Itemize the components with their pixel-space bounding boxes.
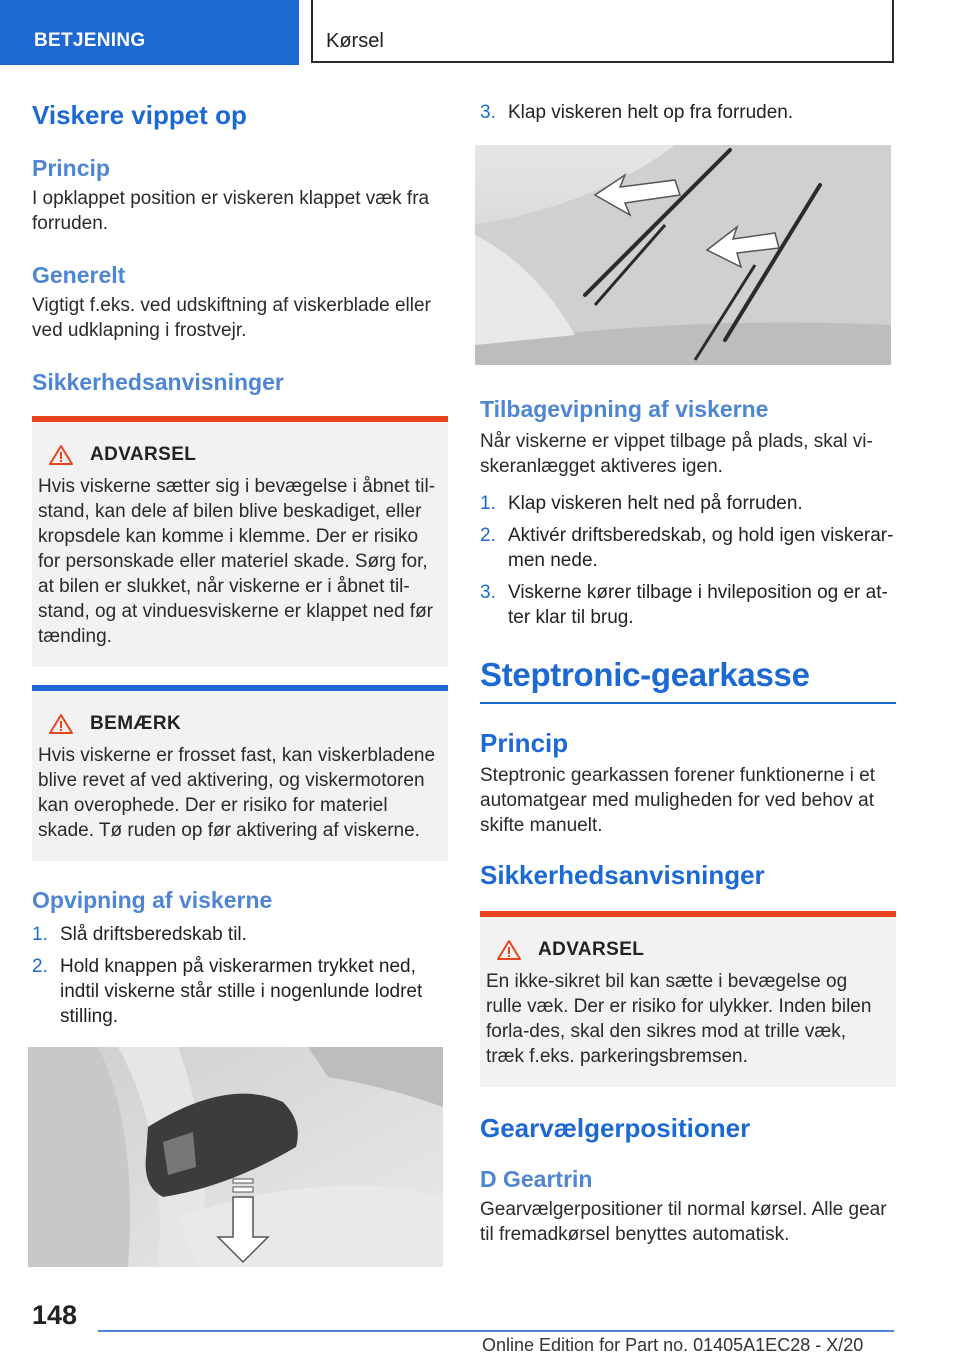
page-number: 148: [32, 1300, 78, 1330]
step-text: Viskerne kører tilbage i hvileposition og er at-ter klar til brug.: [508, 582, 888, 628]
footer-divider: [98, 1330, 894, 1332]
warning-triangle-icon: [496, 939, 522, 961]
warning-label: ADVARSEL: [538, 939, 645, 960]
step-number: 2.: [480, 525, 496, 546]
folding-heading: Opvipning af viskerne: [32, 887, 273, 913]
safety-heading: Sikkerhedsanvisninger: [32, 369, 284, 395]
warning-box: [32, 416, 448, 667]
step-text: Klap viskeren helt ned på forruden.: [508, 493, 803, 514]
general-heading: Generelt: [32, 262, 126, 288]
wiper-stalk-illustration: [28, 1047, 443, 1267]
steptronic-title: Steptronic-gearkasse: [480, 656, 810, 693]
section-tab: [0, 0, 299, 65]
left-column: [32, 100, 448, 1036]
warning-text: Hvis viskerne sætter sig i bevægelse i åbnet til-stand, kan dele af bilen blive beskadiget, eller kropsdele kan komme i klemme. Der er risiko for personskade eller materiel skade. Sørg for, at bilen er slukket, når viskerne er i åbnet til-stand, og at vinduesviskerne er klappet ned før tænding.: [38, 476, 436, 647]
wipers-folded-illustration: [475, 145, 891, 365]
foldback-heading: Tilbagevipning af viskerne: [480, 396, 769, 422]
warning-triangle-icon: [48, 444, 74, 466]
step-number: 1.: [480, 493, 496, 514]
step-number: 3.: [480, 582, 496, 603]
folding-steps: [32, 922, 448, 1029]
foldback-text: Når viskerne er vippet tilbage på plads, skal vi-skeranlægget aktiveres igen.: [480, 431, 873, 477]
step-text: Slå driftsberedskab til.: [60, 924, 247, 945]
principle-heading: Princip: [32, 155, 110, 181]
list-item: [480, 523, 896, 573]
step-text: Hold knappen på viskerarmen trykket ned, indtil viskerne står stille i nogenlunde lodret stilling.: [60, 956, 423, 1027]
step-text: Aktivér driftsberedskab, og hold igen viskerar-men nede.: [508, 525, 894, 571]
positions-heading: Gearvælgerpositioner: [480, 1113, 751, 1143]
chapter-label: Kørsel: [326, 30, 384, 52]
folding-steps-continued: [480, 100, 896, 125]
general-text: Vigtigt f.eks. ved udskiftning af viskerblade eller ved udklapning i frostvejr.: [32, 295, 431, 341]
warning-label: ADVARSEL: [90, 444, 197, 465]
note-box: [32, 685, 448, 861]
d-gear-heading: D Geartrin: [480, 1166, 593, 1192]
warning-text: En ikke-sikret bil kan sætte i bevægelse og rulle væk. Der er risiko for ulykker. Inden bilen forla-des, skal den sikres mod at trille væk, træk f.eks. parkeringsbremsen.: [486, 971, 872, 1067]
list-item: [480, 491, 896, 516]
step-number: 3.: [480, 102, 496, 123]
list-item: [480, 100, 896, 125]
steptronic-principle-text: Steptronic gearkassen forener funktionerne i et automatgear med muligheden for ved behov at skifte manuelt.: [480, 765, 876, 836]
steptronic-principle-heading: Princip: [480, 728, 569, 758]
d-gear-text: Gearvælgerpositioner til normal kørsel. Alle gear til fremadkørsel benyttes automatisk.: [480, 1199, 887, 1245]
steptronic-title-block: [480, 656, 896, 704]
note-label: BEMÆRK: [90, 713, 182, 734]
footer-edition: Online Edition for Part no. 01405A1EC28 - X/20: [482, 1335, 864, 1355]
steptronic-warning-box: [480, 911, 896, 1087]
step-number: 2.: [32, 956, 48, 977]
steptronic-safety-heading: Sikkerhedsanvisninger: [480, 860, 765, 890]
step-text: Klap viskeren helt op fra forruden.: [508, 102, 794, 123]
right-column: [480, 100, 896, 132]
step-number: 1.: [32, 924, 48, 945]
note-text: Hvis viskerne er frosset fast, kan viskerbladene blive revet af ved aktivering, og viskermotoren kan overophede. Der er risiko for materiel skade. Tø ruden op før aktivering af viskerne.: [38, 745, 436, 841]
warning-triangle-icon: [48, 713, 74, 735]
right-column-lower: [480, 396, 896, 1247]
list-item: [32, 954, 448, 1029]
list-item: [480, 580, 896, 630]
principle-text: I opklappet position er viskeren klappet væk fra forruden.: [32, 188, 430, 234]
section-label: BETJENING: [34, 30, 146, 51]
chapter-box: [311, 0, 894, 63]
section-title: Viskere vippet op: [32, 100, 247, 130]
foldback-steps: [480, 491, 896, 630]
list-item: [32, 922, 448, 947]
